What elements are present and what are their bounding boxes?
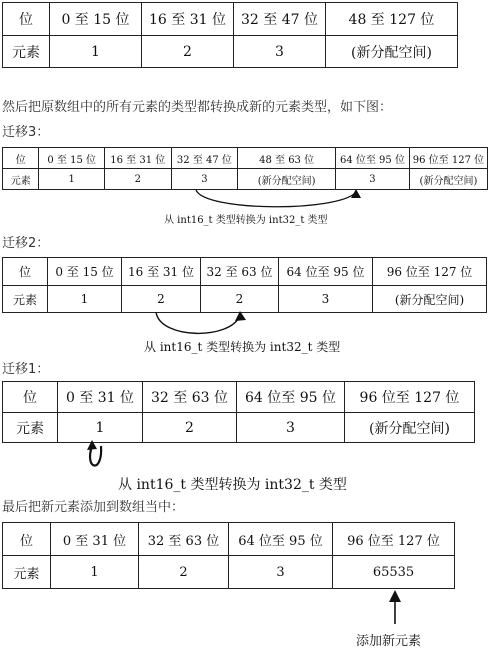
header-cell: 32 至 63 位 (201, 258, 279, 286)
cell: (新分配空间) (409, 169, 487, 190)
cell: (新分配空间) (373, 286, 487, 313)
header-cell: 0 至 15 位 (50, 3, 142, 36)
step2-caption: 从 int16_t 类型转换为 int32_t 类型 (144, 340, 341, 354)
final-text: 最后把新元素添加到数组当中： (2, 500, 185, 515)
header-cell: 96 位至 127 位 (373, 258, 487, 286)
header-cell: 16 至 31 位 (122, 258, 201, 286)
header-cell: 64 位至 95 位 (237, 382, 345, 413)
cell: (新分配空间) (326, 36, 458, 68)
header-cell: 48 至 127 位 (326, 3, 458, 36)
header-cell: 32 至 63 位 (143, 382, 237, 413)
cell: (新分配空间) (238, 169, 336, 190)
cell: 3 (229, 556, 333, 589)
step3-caption: 从 int16_t 类型转换为 int32_t 类型 (164, 215, 328, 226)
cell: 1 (39, 169, 105, 190)
header-cell: 96 位至 127 位 (333, 523, 455, 556)
header-cell: 32 至 47 位 (171, 148, 238, 169)
cell: 2 (139, 556, 229, 589)
cell: 3 (237, 413, 345, 443)
cell: 2 (143, 413, 237, 443)
cell: 3 (279, 286, 373, 313)
cell: 3 (234, 36, 326, 68)
header-cell: 64 位至 95 位 (279, 258, 373, 286)
header-cell: 位 (3, 382, 58, 413)
header-cell: 0 至 31 位 (58, 382, 143, 413)
header-cell: 位 (3, 258, 48, 286)
cell: 2 (201, 286, 279, 313)
cell: 2 (104, 169, 171, 190)
header-cell: 64 位至 95 位 (229, 523, 333, 556)
cell: 3 (336, 169, 410, 190)
cell: 2 (142, 36, 234, 68)
header-cell: 0 至 15 位 (39, 148, 105, 169)
header-cell: 96 位至 127 位 (409, 148, 487, 169)
cell: 1 (50, 36, 142, 68)
step2-label: 迁移2： (2, 236, 50, 251)
cell: 3 (171, 169, 238, 190)
cell: 1 (51, 556, 139, 589)
header-cell: 0 至 15 位 (48, 258, 122, 286)
row-label: 元素 (3, 413, 58, 443)
header-cell: 96 位至 127 位 (345, 382, 475, 413)
step1-label: 迁移1： (2, 362, 50, 377)
row-label: 元素 (3, 286, 48, 313)
header-cell: 32 至 63 位 (139, 523, 229, 556)
header-cell: 48 至 63 位 (238, 148, 336, 169)
new-element-cell: 65535 (333, 556, 455, 589)
new-element-caption: 添加新元素 (356, 634, 422, 649)
header-cell: 位 (3, 148, 39, 169)
header-cell: 0 至 31 位 (51, 523, 139, 556)
header-cell: 16 至 31 位 (142, 3, 234, 36)
cell: (新分配空间) (345, 413, 475, 443)
header-cell: 位 (3, 523, 51, 556)
header-cell: 16 至 31 位 (104, 148, 171, 169)
cell: 1 (48, 286, 122, 313)
step3-label: 迁移3： (2, 125, 50, 140)
intro-text: 然后把原数组中的所有元素的类型都转换成新的元素类型，如下图： (2, 100, 393, 115)
row-label: 元素 (3, 36, 50, 68)
cell: 1 (58, 413, 143, 443)
header-cell: 位 (3, 3, 50, 36)
row-label: 元素 (3, 169, 39, 190)
header-cell: 64 位至 95 位 (336, 148, 410, 169)
cell: 2 (122, 286, 201, 313)
row-label: 元素 (3, 556, 51, 589)
header-cell: 32 至 47 位 (234, 3, 326, 36)
step1-caption: 从 int16_t 类型转换为 int32_t 类型 (118, 477, 347, 493)
